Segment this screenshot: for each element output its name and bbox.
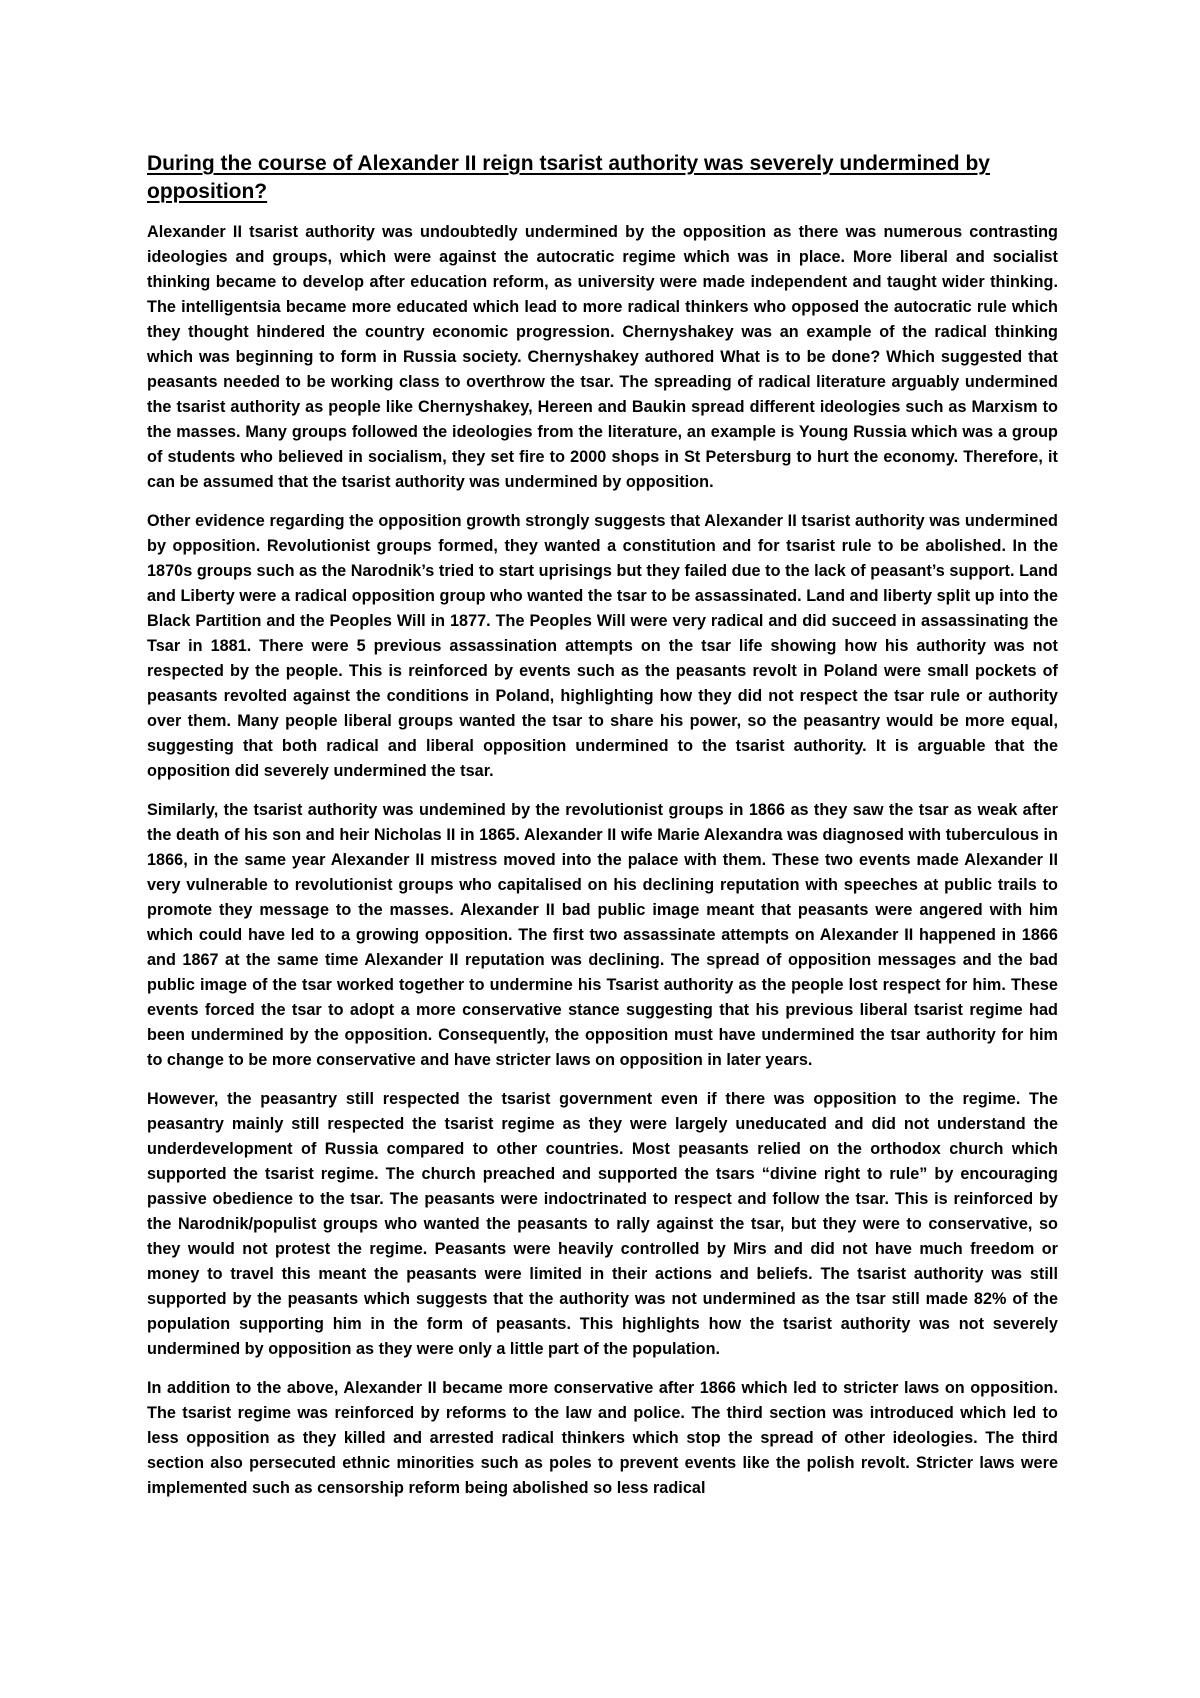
paragraph-4: However, the peasantry still respected the tsarist government even if there was opposition to the regime. The peasantry mainly still respected the tsarist regime as they were largely uneducated and did not understand the underdevelopment of Russia compared to other countries. Most peasants relied on the orthodox church which supported the tsarist regime. The church preached and supported the tsars “divine right to rule” by encouraging passive obedience to the tsar. The peasants were indoctrinated to respect and follow the tsar. This is reinforced by the Narodnik/populist groups who wanted the peasants to rally against the tsar, but they were to conservative, so they would not protest the regime. Peasants were heavily controlled by Mirs and did not have much freedom or money to travel this meant the peasants were limited in their actions and beliefs. The tsarist authority was still supported by the peasants which suggests that the authority was not undermined as the tsar still made 82% of the population supporting him in the form of peasants. This highlights how the tsarist authority was not severely undermined by opposition as they were only a little part of the population.	[147, 1090, 1058, 1358]
document-body	[147, 150, 1058, 1515]
paragraph-2: Other evidence regarding the opposition growth strongly suggests that Alexander II tsarist authority was undermined by opposition. Revolutionist groups formed, they wanted a constitution and for tsarist rule to be abolished. In the 1870s groups such as the Narodnik’s tried to start uprisings but they failed due to the lack of peasant’s support. Land and Liberty were a radical opposition group who wanted the tsar to be assassinated. Land and liberty split up into the Black Partition and the Peoples Will in 1877. The Peoples Will were very radical and did succeed in assassinating the Tsar in 1881. There were 5 previous assassination attempts on the tsar life showing how his authority was not respected by the people. This is reinforced by events such as the peasants revolt in Poland were small pockets of peasants revolted against the conditions in Poland, highlighting how they did not respect the tsar rule or authority over them. Many people liberal groups wanted the tsar to share his power, so the peasantry would be more equal, suggesting that both radical and liberal opposition undermined to the tsarist authority. It is arguable that the opposition did severely undermined the tsar.	[147, 512, 1058, 780]
paragraph-3: Similarly, the tsarist authority was undemined by the revolutionist groups in 1866 as they saw the tsar as weak after the death of his son and heir Nicholas II in 1865. Alexander II wife Marie Alexandra was diagnosed with tuberculous in 1866, in the same year Alexander II mistress moved into the palace with them. These two events made Alexander II very vulnerable to revolutionist groups who capitalised on his declining reputation with speeches at public trails to promote they message to the masses. Alexander II bad public image meant that peasants were angered with him which could have led to a growing opposition. The first two assassinate attempts on Alexander II happened in 1866 and 1867 at the same time Alexander II reputation was declining. The spread of opposition messages and the bad public image of the tsar worked together to undermine his Tsarist authority as the people lost respect for him. These events forced the tsar to adopt a more conservative stance suggesting that his previous liberal tsarist regime had been undermined by the opposition. Consequently, the opposition must have undermined the tsar authority for him to change to be more conservative and have stricter laws on opposition in later years.	[147, 801, 1058, 1069]
paragraph-5: In addition to the above, Alexander II became more conservative after 1866 which led to stricter laws on opposition. The tsarist regime was reinforced by reforms to the law and police. The third section was introduced which led to less opposition as they killed and arrested radical thinkers which stop the spread of other ideologies. The third section also persecuted ethnic minorities such as poles to prevent events like the polish revolt. Stricter laws were implemented such as censorship reform being abolished so less radical	[147, 1379, 1058, 1497]
paragraph-1: Alexander II tsarist authority was undoubtedly undermined by the opposition as there was numerous contrasting ideologies and groups, which were against the autocratic regime which was in place. More liberal and socialist thinking became to develop after education reform, as university were made independent and taught wider thinking. The intelligentsia became more educated which lead to more radical thinkers who opposed the autocratic rule which they thought hindered the country economic progression. Chernyshakey was an example of the radical thinking which was beginning to form in Russia society. Chernyshakey authored What is to be done? Which suggested that peasants needed to be working class to overthrow the tsar. The spreading of radical literature arguably undermined the tsarist authority as people like Chernyshakey, Hereen and Baukin spread different ideologies such as Marxism to the masses. Many groups followed the ideologies from the literature, an example is Young Russia which was a group of students who believed in socialism, they set fire to 2000 shops in St Petersburg to hurt the economy. Therefore, it can be assumed that the tsarist authority was undermined by opposition.	[147, 223, 1058, 491]
document-title: During the course of Alexander II reign tsarist authority was severely undermined by opposition?	[147, 152, 990, 203]
